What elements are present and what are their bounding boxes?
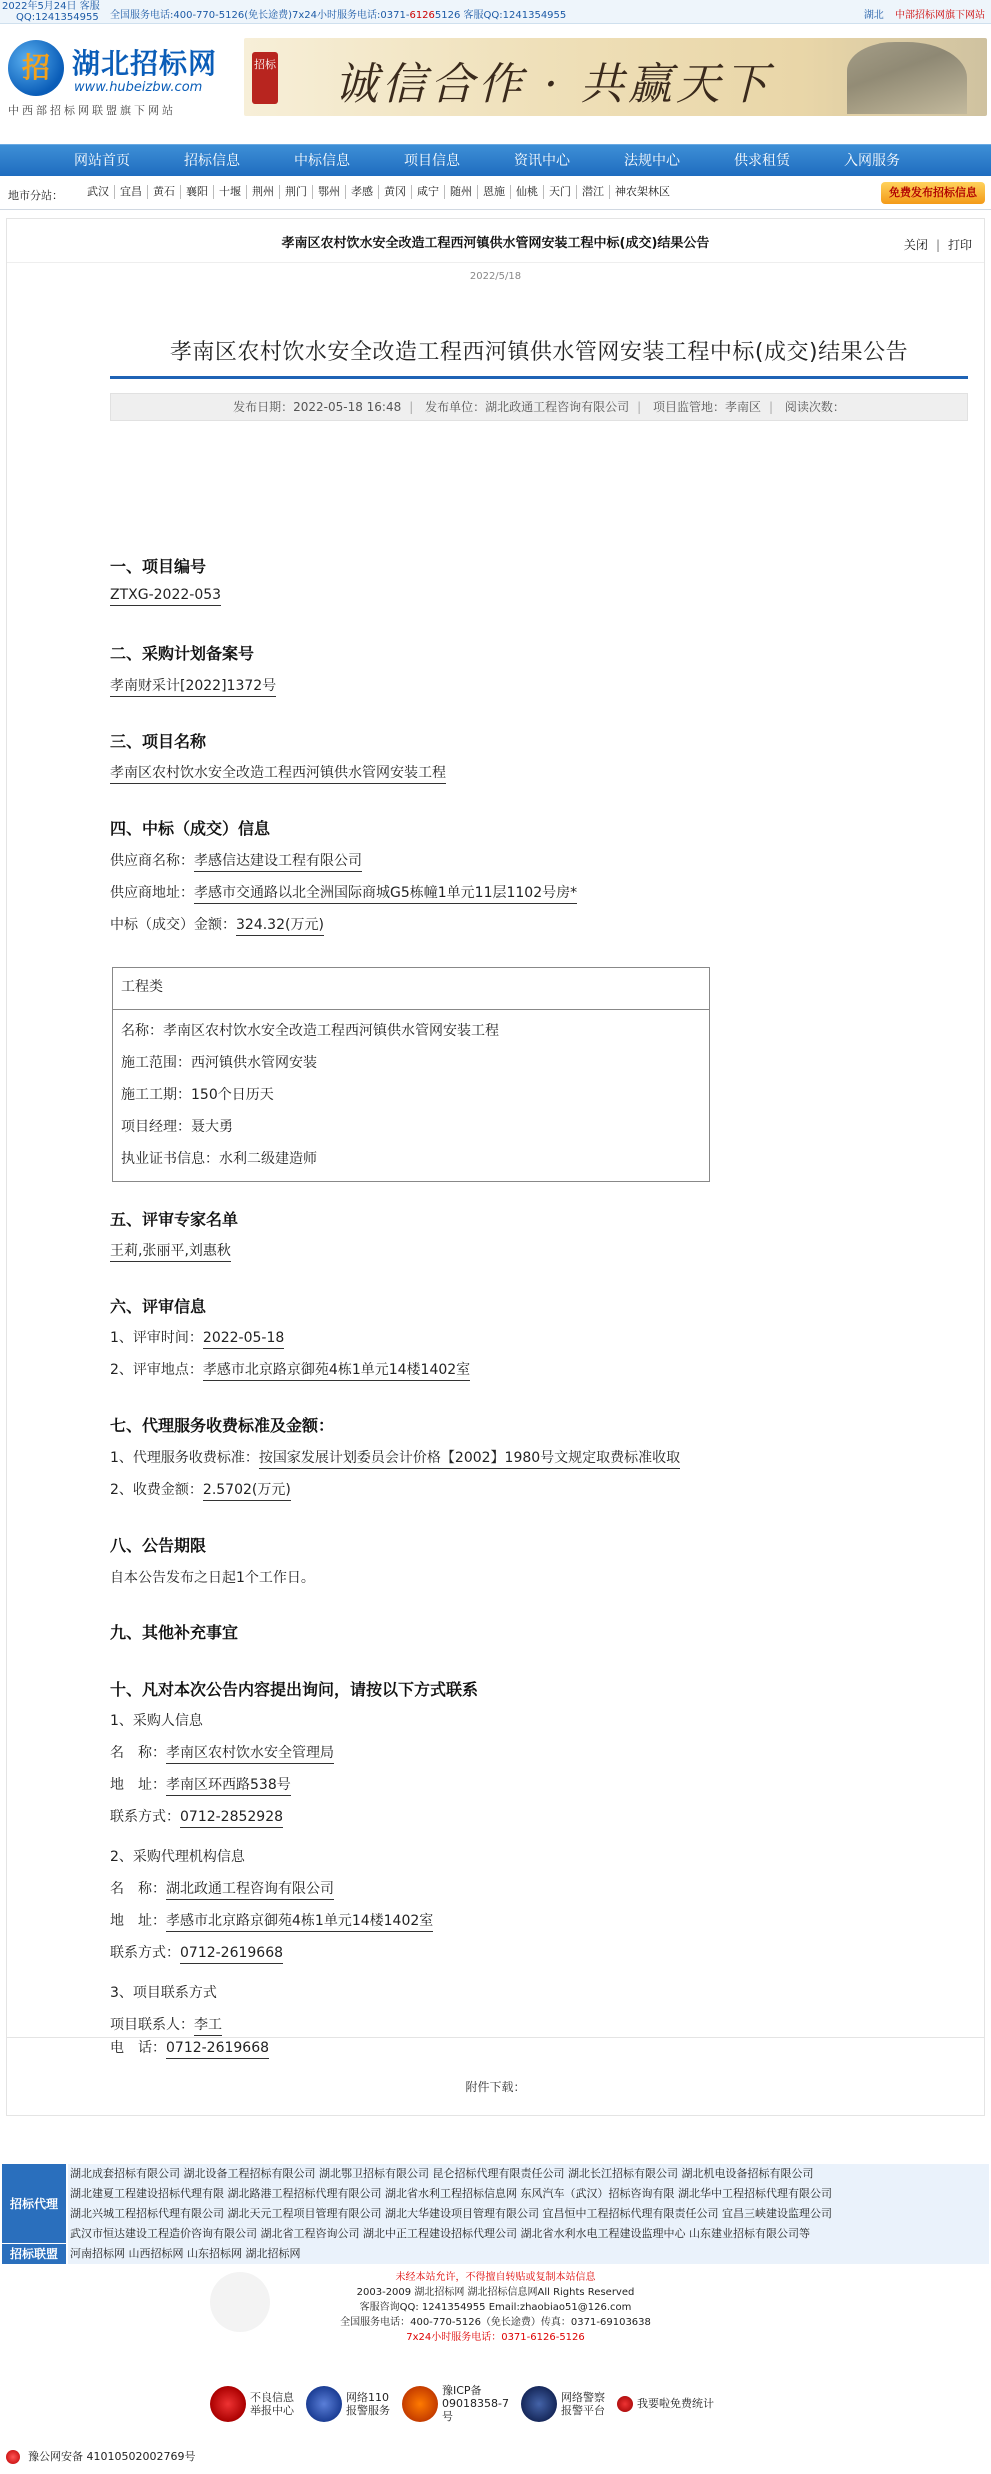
agent-phone: 联系方式：0712-2619668 [110, 1942, 283, 1962]
copyright-warning: 未经本站允许，不得擅自转贴或复制本站信息 [395, 2272, 596, 2283]
station-link[interactable]: 随州 [445, 185, 478, 199]
award-amount: 中标（成交）金额：324.32(万元) [110, 914, 324, 934]
nav-home[interactable]: 网站首页 [74, 153, 130, 169]
notice-period: 自本公告发布之日起1个工作日。 [110, 1570, 315, 1586]
plan-record-no: 孝南财采计[2022]1372号 [110, 675, 276, 695]
station-link[interactable]: 宜昌 [115, 185, 148, 199]
service-label: 客服 [79, 1, 100, 12]
trust-badges [210, 2384, 726, 2423]
station-link[interactable]: 恩施 [478, 185, 511, 199]
logo-url: www.hubeizbw.com [74, 80, 203, 95]
nav-award-info[interactable]: 中标信息 [294, 153, 350, 169]
partner-row[interactable]: 湖北兴城工程招标代理有限公司 湖北天元工程项目管理有限公司 湖北大华建设项目管理有限公司 宜昌恒中工程招标代理有限责任公司 宜昌三峡建设监理公司 [70, 2207, 832, 2220]
station-link[interactable]: 潜江 [577, 185, 610, 199]
info-manager: 项目经理：聂大勇 [121, 1119, 233, 1135]
police-emblem-icon [6, 2450, 20, 2464]
buyer-address: 地 址：孝南区环西路538号 [110, 1774, 291, 1794]
info-box-head: 工程类 [113, 968, 709, 1010]
station-link[interactable]: 天门 [544, 185, 577, 199]
free-post-button[interactable]: 免费发布招标信息 [881, 182, 985, 204]
stations-list [82, 185, 675, 199]
partner-links [0, 2164, 991, 2264]
stats-badge[interactable]: 我要啦免费统计 [617, 2384, 714, 2423]
station-link[interactable]: 襄阳 [181, 185, 214, 199]
station-link[interactable]: 鄂州 [313, 185, 346, 199]
station-link[interactable]: 仙桃 [511, 185, 544, 199]
station-link[interactable]: 黄冈 [379, 185, 412, 199]
section-title: 九、其他补充事宜 [110, 1623, 239, 1642]
date-block [2, 1, 112, 23]
supplier-address: 供应商地址：孝感市交通路以北全洲国际商城G5栋幢1单元11层1102号房* [110, 882, 577, 902]
section-title: 六、评审信息 [110, 1297, 207, 1316]
info-scope: 施工范围：西河镇供水管网安装 [121, 1055, 317, 1071]
station-link[interactable]: 武汉 [82, 185, 115, 199]
project-code: ZTXG-2022-053 [110, 587, 221, 603]
mountain-illustration-icon [847, 42, 967, 114]
article-tail [6, 2038, 985, 2116]
section-title: 二、采购计划备案号 [110, 644, 255, 663]
section-title: 一、项目编号 [110, 557, 207, 576]
buyer-phone: 联系方式：0712-2852928 [110, 1806, 283, 1826]
police-110-icon [306, 2386, 342, 2422]
review-time: 1、评审时间：2022-05-18 [110, 1327, 284, 1347]
agent-name: 名 称：湖北政通工程咨询有限公司 [110, 1878, 334, 1898]
watermark-icon [210, 2272, 270, 2332]
banner-seal: 招标 [252, 52, 278, 104]
cyber-police-icon [521, 2386, 557, 2422]
publish-date: 发布日期：2022-05-18 16:48 [233, 400, 402, 414]
agent-title: 2、采购代理机构信息 [110, 1849, 245, 1865]
station-link[interactable]: 荆州 [247, 185, 280, 199]
alliance-label: 招标联盟 [2, 2244, 66, 2264]
phone-line: 全国服务电话：400-770-5126（免长途费）传真：0371-69103638 [340, 2317, 651, 2328]
view-count: 阅读次数： [784, 400, 845, 414]
project-contact-phone: 电 话：0712-2619668 [110, 2037, 269, 2057]
stats-icon [617, 2396, 633, 2412]
print-link[interactable]: 打印 [947, 238, 972, 252]
partner-row[interactable]: 武汉市恒达建设工程造价咨询有限公司 湖北省工程咨询公司 湖北中正工程建设招标代理公司 湖北省水利水电工程建设监理中心 山东建业招标有限公司等 [70, 2227, 810, 2240]
station-link[interactable]: 荆门 [280, 185, 313, 199]
alliance-row[interactable]: 河南招标网 山西招标网 山东招标网 湖北招标网 [70, 2247, 301, 2260]
info-name: 名称：孝南区农村饮水安全改造工程西河镇供水管网安装工程 [121, 1023, 499, 1039]
stations-label: 地市分站： [8, 189, 63, 202]
article-sub-date: 2022/5/18 [469, 271, 522, 282]
service-line: 全国服务电话:400-770-5126(免长途费)7x24小时服务电话:0371-61265126 客服QQ:1241354955 [110, 10, 567, 21]
fee-amount: 2、收费金额：2.5702(万元) [110, 1479, 291, 1499]
project-contact-title: 3、项目联系方式 [110, 1985, 217, 2001]
site-header [0, 24, 991, 120]
partner-row[interactable]: 湖北成套招标有限公司 湖北设备工程招标有限公司 湖北鄂卫招标有限公司 昆仑招标代理有限责任公司 湖北长江招标有限公司 湖北机电设备招标有限公司 [70, 2167, 814, 2180]
icp-icon [402, 2386, 438, 2422]
header-banner [244, 38, 987, 116]
close-link[interactable]: 关闭 [903, 238, 928, 252]
project-name: 孝南区农村饮水安全改造工程西河镇供水管网安装工程 [110, 762, 446, 782]
info-period: 施工工期：150个日历天 [121, 1087, 274, 1103]
section-title: 五、评审专家名单 [110, 1210, 239, 1229]
city-stations-bar [0, 176, 991, 210]
article-panel [6, 218, 985, 2038]
copyright: 2003-2009 湖北招标网 湖北招标信息网All Rights Reserved [356, 2287, 635, 2298]
banner-slogan: 诚信合作 · 共赢天下 [334, 59, 772, 110]
logo-name: 湖北招标网 [72, 47, 218, 80]
station-link[interactable]: 十堰 [214, 185, 247, 199]
contact-line: 客服咨询QQ: 1241354955 Email:zhaobiao51@126.com [359, 2302, 632, 2313]
section-title: 三、项目名称 [110, 732, 207, 751]
supplier-name: 供应商名称：孝感信达建设工程有限公司 [110, 850, 362, 870]
site-logo[interactable] [6, 40, 236, 117]
article-top-title: 孝南区农村饮水安全改造工程西河镇供水管网安装工程中标(成交)结果公告 [281, 236, 710, 251]
agent-address: 地 址：孝感市北京路京御苑4栋1单元14楼1402室 [110, 1910, 433, 1930]
report-icon [210, 2386, 246, 2422]
expert-list: 王莉,张丽平,刘惠秋 [110, 1240, 231, 1260]
station-link[interactable]: 咸宁 [412, 185, 445, 199]
station-link[interactable]: 神农架林区 [615, 185, 670, 198]
site-footer [0, 2264, 991, 2474]
fee-standard: 1、代理服务收费标准：按国家发展计划委员会计价格【2002】1980号文规定取费标准收取 [110, 1447, 680, 1467]
buyer-title: 1、采购人信息 [110, 1713, 203, 1729]
nav-project-info[interactable]: 项目信息 [404, 153, 460, 169]
article-body [110, 219, 968, 2039]
info-cert: 执业证书信息：水利二级建造师 [121, 1151, 317, 1167]
links-body [68, 2164, 989, 2264]
logo-mark-icon: 招 [8, 40, 64, 96]
nav-supply-lease[interactable]: 供求租赁 [734, 153, 790, 169]
section-title: 四、中标（成交）信息 [110, 819, 271, 838]
top-utility-bar [0, 0, 991, 24]
section-title: 十、凡对本次公告内容提出询问，请按以下方式联系 [110, 1680, 479, 1699]
parent-site-link[interactable]: 中部招标网旗下网站 [895, 10, 985, 21]
review-place: 2、评审地点：孝感市北京路京御苑4栋1单元14楼1402室 [110, 1359, 470, 1379]
agent-label: 招标代理 [2, 2164, 66, 2244]
supervisor: 项目监管地：孝南区 [653, 400, 762, 414]
nav-regulations[interactable]: 法规中心 [624, 153, 680, 169]
article-meta: 发布日期：2022-05-18 16:48 | 发布单位：湖北政通工程咨询有限公司 | 项目监管地：孝南区 | 阅读次数： [110, 393, 968, 421]
police-110-badge[interactable]: 网络110 报警服务 [306, 2384, 390, 2423]
top-right-links [864, 6, 985, 21]
nav-join-service[interactable]: 入网服务 [844, 153, 900, 169]
police-record[interactable]: 豫公网安备 41010502002769号 [6, 2449, 195, 2464]
section-title: 八、公告期限 [110, 1536, 207, 1555]
project-contact-person: 项目联系人：李工 [110, 2014, 222, 2034]
partner-row[interactable]: 湖北建夏工程建设招标代理有限 湖北路港工程招标代理有限公司 湖北省水利工程招标信息网 东风汽车（武汉）招标咨询有限 湖北华中工程招标代理有限公司 [70, 2187, 832, 2200]
cyber-police-badge[interactable]: 网络警察 报警平台 [521, 2384, 605, 2423]
publisher: 发布单位：湖北政通工程咨询有限公司 [425, 400, 630, 414]
icp-badge[interactable]: 豫ICP备 09018358-7 号 [402, 2384, 509, 2423]
article-tools: 关闭 | 打印 [903, 238, 972, 252]
nav-news[interactable]: 资讯中心 [514, 153, 570, 169]
buyer-name: 名 称：孝南区农村饮水安全管理局 [110, 1742, 334, 1762]
attachment-label: 附件下载： [465, 2080, 526, 2094]
hotline: 7x24小时服务电话：0371-6126-5126 [406, 2332, 585, 2343]
current-date: 2022年5月24日 [2, 1, 77, 12]
station-link[interactable]: 孝感 [346, 185, 379, 199]
nav-bid-info[interactable]: 招标信息 [184, 153, 240, 169]
main-nav [0, 144, 991, 176]
article-title: 孝南区农村饮水安全改造工程西河镇供水管网安装工程中标(成交)结果公告 [110, 307, 968, 379]
hotline-highlight: 6126 [409, 10, 435, 21]
location-link[interactable]: 湖北 [863, 10, 884, 21]
project-info-box [112, 967, 710, 1182]
report-badge[interactable]: 不良信息 举报中心 [210, 2384, 294, 2423]
qq-number: QQ:1241354955 [16, 12, 99, 23]
links-side [2, 2164, 66, 2264]
station-link[interactable]: 黄石 [148, 185, 181, 199]
section-title: 七、代理服务收费标准及金额： [110, 1416, 335, 1435]
logo-slogan: 中西部招标网联盟旗下网站 [8, 104, 176, 117]
